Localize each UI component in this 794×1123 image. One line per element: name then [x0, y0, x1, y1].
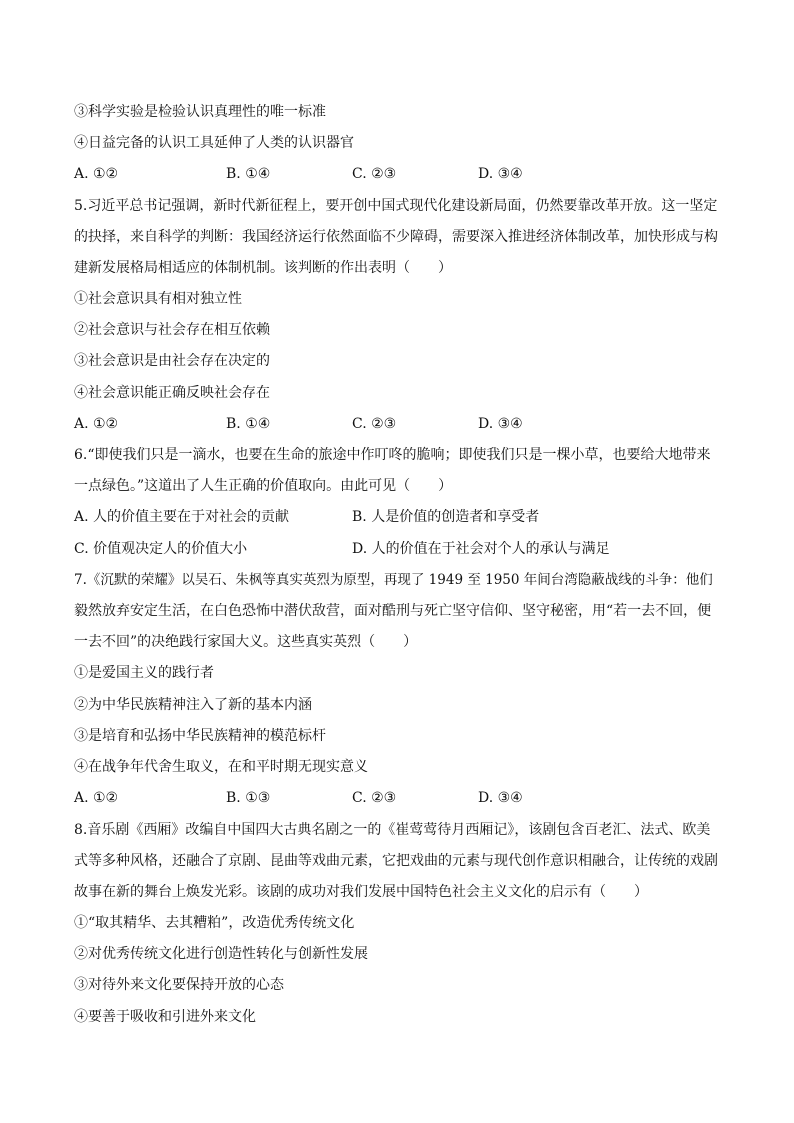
q7-stem-line-3: 一去不回”的决绝践行家国大义。这些真实英烈（ ）	[74, 634, 418, 650]
q8-stem-line-3: 故事在新的舞台上焕发光彩。该剧的成功对我们发展中国特色社会主义文化的启示有（ ）	[74, 884, 648, 900]
q7-option-a: A. ①②	[74, 790, 119, 806]
q7-stem-line-2: 毅然放弃安定生活，在白色恐怖中潜伏敌营，面对酷刑与死亡坚守信仰、坚守秘密，用“若一去不回，便	[74, 603, 712, 619]
q8-item-3: ③对待外来文化要保持开放的心态	[74, 977, 284, 993]
q7-option-b: B. ①③	[226, 790, 271, 806]
q6-option-b: B. 人是价值的创造者和享受者	[352, 509, 540, 525]
q4-item-3: ③科学实验是检验认识真理性的唯一标准	[74, 104, 326, 120]
q5-option-d: D. ③④	[478, 416, 523, 432]
q5-stem-line-3: 建新发展格局相适应的体制机制。该判断的作出表明（ ）	[74, 260, 452, 276]
q6-option-a: A. 人的价值主要在于对社会的贡献	[74, 509, 290, 525]
q6-stem-line-1: 6.“即使我们只是一滴水，也要在生命的旅途中作叮咚的脆响；即使我们只是一棵小草，也要给大地带来	[74, 447, 711, 463]
q6-option-c: C. 价值观决定人的价值大小	[74, 541, 248, 557]
q8-item-1: ①“取其精华、去其糟粕”，改造优秀传统文化	[74, 915, 355, 931]
q4-item-4: ④日益完备的认识工具延伸了人类的认识器官	[74, 135, 354, 151]
q4-option-c: C. ②③	[352, 166, 397, 182]
q7-option-c: C. ②③	[352, 790, 397, 806]
q5-item-3: ③社会意识是由社会存在决定的	[74, 353, 270, 369]
q7-item-2: ②为中华民族精神注入了新的基本内涵	[74, 697, 312, 713]
q7-item-1: ①是爱国主义的践行者	[74, 665, 214, 681]
q5-stem-line-1: 5.习近平总书记强调，新时代新征程上，要开创中国式现代化建设新局面，仍然要靠改革开放。这一坚定	[74, 198, 718, 214]
q4-option-d: D. ③④	[478, 166, 523, 182]
q7-stem-line-1: 7.《沉默的荣耀》以吴石、朱枫等真实英烈为原型，再现了 1949 至 1950 年间台湾隐蔽战线的斗争：他们	[74, 572, 713, 588]
q7-item-4: ④在战争年代舍生取义，在和平时期无现实意义	[74, 759, 368, 775]
q5-option-b: B. ①④	[226, 416, 271, 432]
q5-item-4: ④社会意识能正确反映社会存在	[74, 385, 270, 401]
q7-item-3: ③是培育和弘扬中华民族精神的模范标杆	[74, 728, 326, 744]
q8-stem-line-2: 式等多种风格，还融合了京剧、昆曲等戏曲元素，它把戏曲的元素与现代创作意识相融合，让传统的戏剧	[74, 853, 718, 869]
q5-item-1: ①社会意识具有相对独立性	[74, 291, 242, 307]
q5-stem-line-2: 的抉择，来自科学的判断：我国经济运行依然面临不少障碍，需要深入推进经济体制改革，加快形成与构	[74, 229, 718, 245]
q6-option-d: D. 人的价值在于社会对个人的承认与满足	[352, 541, 610, 557]
q5-item-2: ②社会意识与社会存在相互依赖	[74, 322, 270, 338]
q8-item-4: ④要善于吸收和引进外来文化	[74, 1009, 256, 1025]
q7-option-d: D. ③④	[478, 790, 523, 806]
q5-option-c: C. ②③	[352, 416, 397, 432]
q8-item-2: ②对优秀传统文化进行创造性转化与创新性发展	[74, 946, 368, 962]
q5-option-a: A. ①②	[74, 416, 119, 432]
q6-stem-line-2: 一点绿色。”这道出了人生正确的价值取向。由此可见（ ）	[74, 478, 453, 494]
q4-option-a: A. ①②	[74, 166, 119, 182]
q8-stem-line-1: 8.音乐剧《西厢》改编自中国四大古典名剧之一的《崔莺莺待月西厢记》，该剧包含百老汇、法式、欧美	[74, 822, 711, 838]
q4-option-b: B. ①④	[226, 166, 271, 182]
